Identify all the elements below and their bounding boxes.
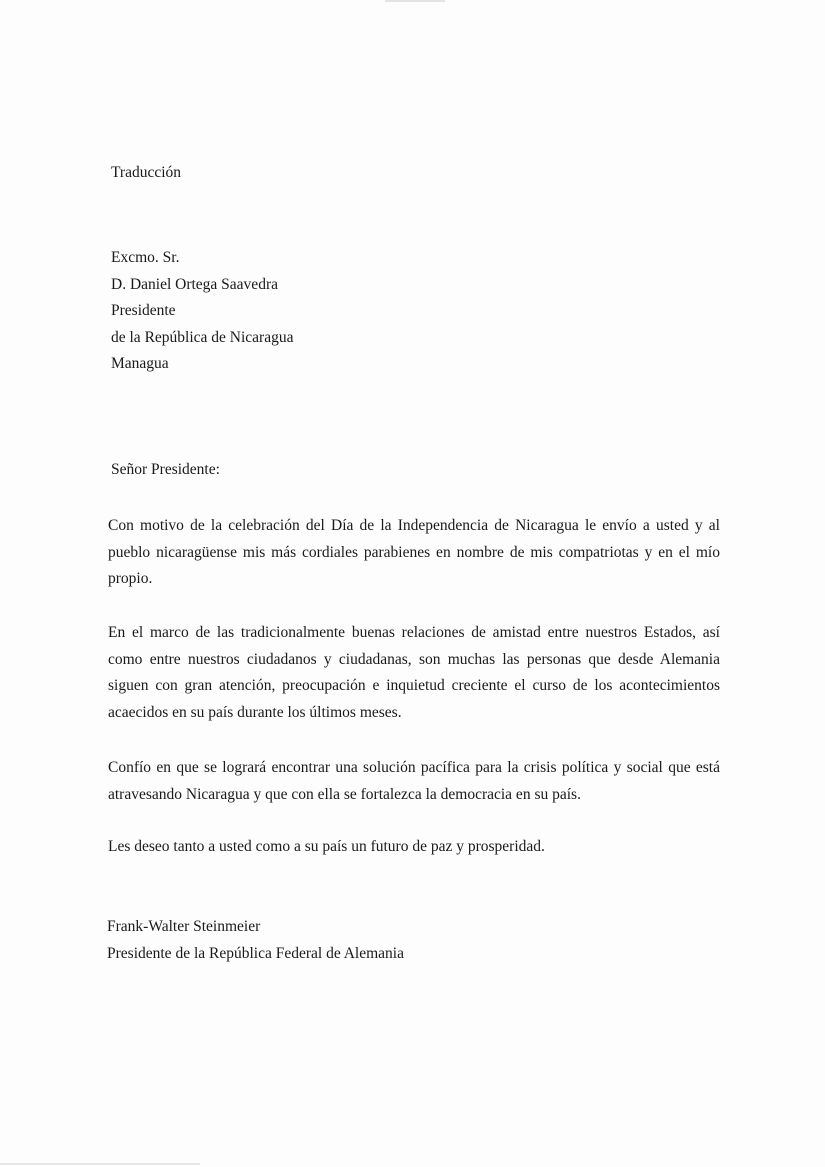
signature-name: Frank-Walter Steinmeier [107,918,261,935]
body-paragraph: En el marco de las tradicionalmente buenas relaciones de amistad entre nuestros Estados, así como entre nuestros ciudadanos y ciudadanas, son muchas las personas que desde Alemania siguen con gran atención, preocupación e inquietud creciente el curso de los acontecimientos acaecidos en su país durante los últimos meses. [108,624,720,721]
recipient-address [111,245,293,378]
signature-title: Presidente de la República Federal de Alemania [107,944,404,962]
salutation: Señor Presidente: [111,461,220,478]
body-paragraph: Con motivo de la celebración del Día de la Independencia de Nicaragua le envío a usted y al pueblo nicaragüense mis más cordiales parabienes en nombre de mis compatriotas y en el mío propio. [108,517,720,587]
recipient-line: Presidente [111,302,176,319]
body-paragraph: Les deseo tanto a usted como a su país un futuro de paz y prosperidad. [108,838,545,855]
recipient-line: D. Daniel Ortega Saavedra [111,275,278,293]
document-heading: Traducción [111,164,182,181]
signature-block [107,914,404,967]
body-paragraph: Confío en que se logrará encontrar una solución pacífica para la crisis política y social que está atravesando Nicaragua y que con ella se fortalezca la democracia en su país. [108,759,720,803]
scan-edge-mark [0,1163,200,1165]
scan-edge-mark [385,0,445,2]
recipient-line: de la República de Nicaragua [111,328,294,346]
recipient-line: Excmo. Sr. [111,249,180,266]
recipient-line: Managua [111,355,169,372]
